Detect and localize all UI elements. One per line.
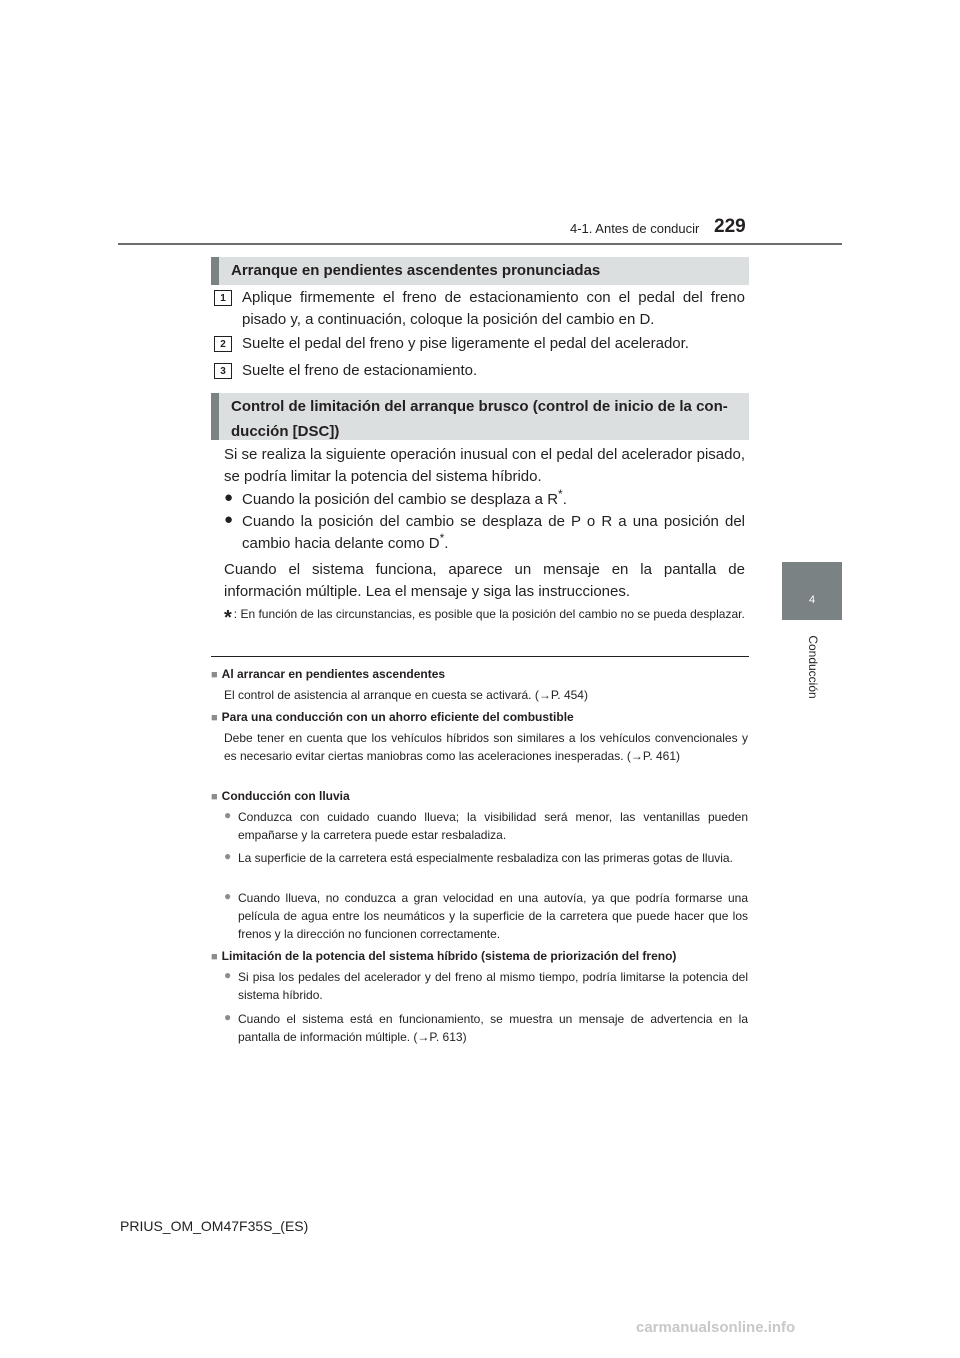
bullet-dot: ● [224,489,234,506]
step-number: 1 [214,290,232,306]
bullet-text: Cuando la posición del cambio se desplaza de P o R a una posición del cambio hacia delante como D [242,513,745,552]
bullet-item: Cuando la posición del cambio se desplaza a R*. [242,487,567,508]
step-text: Suelte el pedal del freno y pise ligeramente el pedal del acelerador. [242,335,689,352]
step-text: Aplique firmemente el freno de estacionamiento con el pedal del freno pisado y, a continuación, coloque la posición del cambio en D. [242,289,745,328]
asterisk: * [439,531,445,545]
document-id: PRIUS_OM_OM47F35S_(ES) [120,1218,309,1234]
header-divider [118,243,842,245]
note-bullet-dot: ● [224,889,232,903]
note-title: ■ Conducción con lluvia [211,789,350,803]
dsc-intro: Si se realiza la siguiente operación inusual con el pedal del acelerador pisado, se podría limitar la potencia del sistema híbrido. [224,446,745,485]
watermark: carmanualsonline.info [636,1319,796,1336]
note-text: Debe tener en cuenta que los vehículos híbridos son similares a los vehículos convencionales y es necesario evitar ciertas maniobras como las aceleraciones inesperadas. (→P. 461) [224,731,748,763]
section-header-dsc [211,393,749,440]
step-number: 2 [214,336,232,352]
bullet-item: Cuando la posición del cambio se desplaza de P o R a una posición del cambio hacia delante como D*. [242,513,745,552]
note-bullet: Conduzca con cuidado cuando llueva; la visibilidad será menor, las ventanillas pueden empañarse y la carretera puede estar resbaladiza. [238,810,748,842]
footnote-text: : En función de las circunstancias, es posible que la posición del cambio no se pueda desplazar. [233,607,745,621]
note-bullet: Cuando llueva, no conduzca a gran velocidad en una autovía, ya que podría formarse una película de agua entre los neumáticos y la superficie de la carretera que puede hacer que los frenos y la dirección no funcionen correctamente. [238,891,748,941]
note-bullet-dot: ● [224,808,232,822]
note-bullet-dot: ● [224,968,232,982]
chapter-tab [782,562,842,620]
section-title-line1: Control de limitación del arranque brusco (control de inicio de la con- [231,398,728,415]
section-title-line2: ducción [DSC]) [231,423,340,440]
asterisk: * [558,487,563,501]
note-title: ■ Para una conducción con un ahorro eficiente del combustible [211,710,574,724]
chapter-label: Conducción [806,635,820,699]
note-title: ■ Limitación de la potencia del sistema híbrido (sistema de priorización del freno) [211,949,676,963]
chapter-number: 4 [808,594,816,606]
section-title: Arranque en pendientes ascendentes pronunciadas [231,262,601,279]
page-number: 229 [714,216,746,237]
bullet-text: Cuando la posición del cambio se desplaza a R [242,491,559,508]
note-text: El control de asistencia al arranque en cuesta se activará. (→P. 454) [224,688,588,702]
note-bullet: Si pisa los pedales del acelerador y del freno al mismo tiempo, podría limitarse la potencia del sistema híbrido. [238,970,748,1002]
bullet-dot: ● [224,511,234,528]
notes-divider [211,656,749,657]
dsc-outro: Cuando el sistema funciona, aparece un mensaje en la pantalla de información múltiple. Lea el mensaje y siga las instrucciones. [224,561,745,600]
step-number: 3 [214,363,232,379]
note-bullet: Cuando el sistema está en funcionamiento, se muestra un mensaje de advertencia en la pantalla de información múltiple. (→P. 613) [238,1012,748,1044]
note-bullet-dot: ● [224,849,232,863]
footnote-asterisk: * [224,607,232,629]
note-bullet-dot: ● [224,1010,232,1024]
header-section-title: 4-1. Antes de conducir [570,221,700,236]
note-title: ■ Al arrancar en pendientes ascendentes [211,667,445,681]
step-text: Suelte el freno de estacionamiento. [242,362,478,379]
note-bullet: La superficie de la carretera está especialmente resbaladiza con las primeras gotas de lluvia. [238,851,733,865]
footnote [224,605,745,627]
section-header-steep-slope [211,257,749,285]
